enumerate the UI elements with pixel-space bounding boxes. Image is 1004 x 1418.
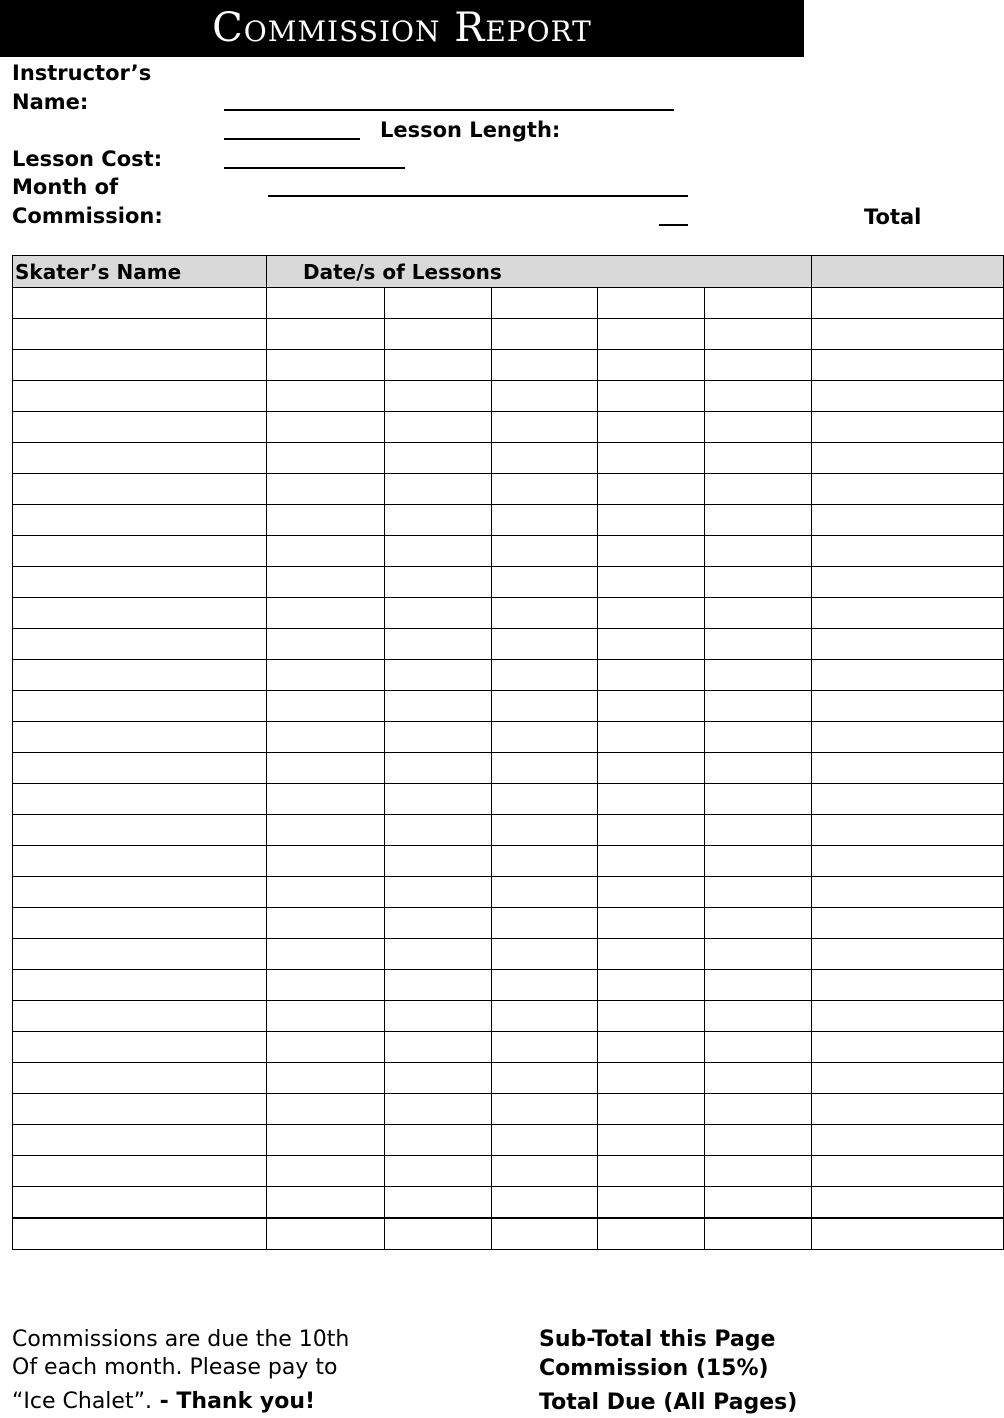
lesson-date-cell[interactable] bbox=[598, 412, 705, 443]
row-total-cell[interactable] bbox=[812, 505, 1004, 536]
lesson-date-cell[interactable] bbox=[385, 598, 492, 629]
lesson-date-cell[interactable] bbox=[267, 1001, 385, 1032]
lesson-date-cell[interactable] bbox=[705, 1218, 812, 1250]
row-total-cell[interactable] bbox=[812, 350, 1004, 381]
lesson-date-cell[interactable] bbox=[705, 846, 812, 877]
table-row bbox=[13, 536, 1004, 567]
lesson-date-cell[interactable] bbox=[705, 1187, 812, 1219]
row-total-cell[interactable] bbox=[812, 288, 1004, 319]
lesson-date-cell[interactable] bbox=[385, 753, 492, 784]
skater-name-cell[interactable] bbox=[13, 815, 267, 846]
lesson-date-cell[interactable] bbox=[492, 846, 598, 877]
lesson-date-cell[interactable] bbox=[598, 536, 705, 567]
lesson-date-cell[interactable] bbox=[267, 908, 385, 939]
table-row bbox=[13, 412, 1004, 443]
lesson-date-cell[interactable] bbox=[705, 1063, 812, 1094]
row-total-cell[interactable] bbox=[812, 753, 1004, 784]
lesson-date-cell[interactable] bbox=[267, 567, 385, 598]
table-row bbox=[13, 1218, 1004, 1250]
lesson-date-cell[interactable] bbox=[267, 288, 385, 319]
lesson-date-cell[interactable] bbox=[385, 1156, 492, 1187]
month-of-commission-field[interactable] bbox=[268, 195, 688, 197]
row-total-cell[interactable] bbox=[812, 567, 1004, 598]
month-label-line2: Commission: bbox=[12, 204, 163, 228]
lesson-date-cell[interactable] bbox=[598, 877, 705, 908]
total-due-label: Total Due (All Pages) bbox=[539, 1390, 798, 1415]
lesson-date-cell[interactable] bbox=[385, 1125, 492, 1156]
skater-name-cell[interactable] bbox=[13, 846, 267, 877]
row-total-cell[interactable] bbox=[812, 1156, 1004, 1187]
lesson-date-cell[interactable] bbox=[492, 722, 598, 753]
instructor-label-line2: Name: bbox=[12, 90, 89, 114]
table-row bbox=[13, 1094, 1004, 1125]
lesson-date-cell[interactable] bbox=[385, 722, 492, 753]
lesson-date-cell[interactable] bbox=[492, 536, 598, 567]
table-row bbox=[13, 381, 1004, 412]
row-total-cell[interactable] bbox=[812, 319, 1004, 350]
lesson-date-cell[interactable] bbox=[598, 1125, 705, 1156]
row-total-cell[interactable] bbox=[812, 1032, 1004, 1063]
lesson-date-cell[interactable] bbox=[267, 815, 385, 846]
table-row bbox=[13, 846, 1004, 877]
skater-name-cell[interactable] bbox=[13, 1156, 267, 1187]
table-row bbox=[13, 815, 1004, 846]
lesson-date-cell[interactable] bbox=[267, 381, 385, 412]
lesson-date-cell[interactable] bbox=[598, 753, 705, 784]
commission-label: Commission (15%) bbox=[539, 1356, 769, 1381]
lesson-date-cell[interactable] bbox=[267, 505, 385, 536]
lesson-date-cell[interactable] bbox=[267, 629, 385, 660]
lesson-date-cell[interactable] bbox=[267, 412, 385, 443]
skater-name-cell[interactable] bbox=[13, 722, 267, 753]
lesson-date-cell[interactable] bbox=[598, 288, 705, 319]
lesson-date-cell[interactable] bbox=[598, 1001, 705, 1032]
lesson-date-cell[interactable] bbox=[598, 443, 705, 474]
skater-name-cell[interactable] bbox=[13, 319, 267, 350]
lesson-date-cell[interactable] bbox=[705, 1032, 812, 1063]
row-total-cell[interactable] bbox=[812, 939, 1004, 970]
lesson-date-cell[interactable] bbox=[598, 1156, 705, 1187]
lesson-date-cell[interactable] bbox=[492, 691, 598, 722]
lesson-date-cell[interactable] bbox=[598, 319, 705, 350]
row-total-cell[interactable] bbox=[812, 908, 1004, 939]
lesson-date-cell[interactable] bbox=[492, 970, 598, 1001]
lesson-date-cell[interactable] bbox=[492, 660, 598, 691]
table-row bbox=[13, 877, 1004, 908]
row-total-cell[interactable] bbox=[812, 1125, 1004, 1156]
lesson-date-cell[interactable] bbox=[492, 908, 598, 939]
skater-name-cell[interactable] bbox=[13, 908, 267, 939]
lesson-date-cell[interactable] bbox=[705, 505, 812, 536]
table-row bbox=[13, 1156, 1004, 1187]
lesson-date-cell[interactable] bbox=[385, 970, 492, 1001]
row-total-cell[interactable] bbox=[812, 660, 1004, 691]
footer-note-line3 bbox=[12, 1388, 315, 1416]
table-row bbox=[13, 908, 1004, 939]
lesson-date-cell[interactable] bbox=[267, 877, 385, 908]
lesson-date-cell[interactable] bbox=[705, 288, 812, 319]
row-total-cell[interactable] bbox=[812, 877, 1004, 908]
lesson-date-cell[interactable] bbox=[705, 598, 812, 629]
table-row bbox=[13, 350, 1004, 381]
lesson-date-cell[interactable] bbox=[705, 1094, 812, 1125]
lesson-date-cell[interactable] bbox=[705, 660, 812, 691]
lesson-date-cell[interactable] bbox=[267, 319, 385, 350]
total-header-cell bbox=[812, 256, 1004, 288]
skater-name-cell[interactable] bbox=[13, 784, 267, 815]
skater-name-header: Skater’s Name bbox=[13, 256, 267, 288]
lesson-date-cell[interactable] bbox=[385, 443, 492, 474]
lesson-date-cell[interactable] bbox=[705, 567, 812, 598]
lesson-date-cell[interactable] bbox=[385, 846, 492, 877]
total-label: Total bbox=[864, 205, 922, 229]
row-total-cell[interactable] bbox=[812, 474, 1004, 505]
row-total-cell[interactable] bbox=[812, 598, 1004, 629]
lesson-date-cell[interactable] bbox=[492, 629, 598, 660]
lesson-length-field[interactable] bbox=[224, 138, 360, 140]
lesson-date-cell[interactable] bbox=[267, 1094, 385, 1125]
skater-name-cell[interactable] bbox=[13, 1063, 267, 1094]
lesson-date-cell[interactable] bbox=[492, 753, 598, 784]
skater-name-cell[interactable] bbox=[13, 691, 267, 722]
lesson-date-cell[interactable] bbox=[598, 350, 705, 381]
skater-name-cell[interactable] bbox=[13, 536, 267, 567]
skater-name-cell[interactable] bbox=[13, 1125, 267, 1156]
skater-name-cell[interactable] bbox=[13, 567, 267, 598]
lesson-date-cell[interactable] bbox=[492, 1187, 598, 1219]
lesson-cost-field[interactable] bbox=[224, 167, 405, 169]
page-title: Commission Report bbox=[0, 0, 804, 57]
lesson-date-cell[interactable] bbox=[598, 970, 705, 1001]
lesson-date-cell[interactable] bbox=[492, 1001, 598, 1032]
lesson-date-cell[interactable] bbox=[385, 815, 492, 846]
row-total-cell[interactable] bbox=[812, 412, 1004, 443]
lesson-date-cell[interactable] bbox=[267, 1218, 385, 1250]
skater-name-cell[interactable] bbox=[13, 1094, 267, 1125]
lesson-date-cell[interactable] bbox=[267, 722, 385, 753]
lesson-date-cell[interactable] bbox=[267, 1156, 385, 1187]
table-row bbox=[13, 970, 1004, 1001]
skater-name-cell[interactable] bbox=[13, 288, 267, 319]
lesson-date-cell[interactable] bbox=[598, 722, 705, 753]
lesson-date-cell[interactable] bbox=[492, 1156, 598, 1187]
lesson-date-cell[interactable] bbox=[705, 753, 812, 784]
table-row bbox=[13, 660, 1004, 691]
skater-name-cell[interactable] bbox=[13, 1218, 267, 1250]
lesson-date-cell[interactable] bbox=[598, 1063, 705, 1094]
lesson-date-cell[interactable] bbox=[598, 505, 705, 536]
lesson-date-cell[interactable] bbox=[492, 350, 598, 381]
lesson-date-cell[interactable] bbox=[385, 908, 492, 939]
table-row bbox=[13, 629, 1004, 660]
lesson-date-cell[interactable] bbox=[705, 970, 812, 1001]
lesson-date-cell[interactable] bbox=[385, 691, 492, 722]
lesson-date-cell[interactable] bbox=[705, 877, 812, 908]
lesson-date-cell[interactable] bbox=[385, 288, 492, 319]
table-row bbox=[13, 443, 1004, 474]
table-row bbox=[13, 474, 1004, 505]
lesson-date-cell[interactable] bbox=[492, 381, 598, 412]
lesson-date-cell[interactable] bbox=[705, 939, 812, 970]
lesson-date-cell[interactable] bbox=[492, 784, 598, 815]
lesson-date-cell[interactable] bbox=[705, 1001, 812, 1032]
skater-name-cell[interactable] bbox=[13, 350, 267, 381]
lesson-date-cell[interactable] bbox=[598, 474, 705, 505]
skater-name-cell[interactable] bbox=[13, 598, 267, 629]
lesson-date-cell[interactable] bbox=[492, 877, 598, 908]
lesson-date-cell[interactable] bbox=[705, 815, 812, 846]
lesson-date-cell[interactable] bbox=[598, 908, 705, 939]
lesson-date-cell[interactable] bbox=[267, 536, 385, 567]
skater-name-cell[interactable] bbox=[13, 412, 267, 443]
lesson-date-cell[interactable] bbox=[385, 474, 492, 505]
table-row bbox=[13, 1063, 1004, 1094]
lesson-date-cell[interactable] bbox=[267, 1125, 385, 1156]
lesson-date-cell[interactable] bbox=[267, 784, 385, 815]
row-total-cell[interactable] bbox=[812, 1218, 1004, 1250]
row-total-cell[interactable] bbox=[812, 846, 1004, 877]
table-row bbox=[13, 1125, 1004, 1156]
lesson-date-cell[interactable] bbox=[598, 1218, 705, 1250]
lesson-date-cell[interactable] bbox=[598, 1032, 705, 1063]
row-total-cell[interactable] bbox=[812, 381, 1004, 412]
skater-name-cell[interactable] bbox=[13, 1001, 267, 1032]
lesson-date-cell[interactable] bbox=[385, 412, 492, 443]
table-row bbox=[13, 598, 1004, 629]
lesson-date-cell[interactable] bbox=[492, 412, 598, 443]
table-row bbox=[13, 691, 1004, 722]
month-label-line1: Month of bbox=[12, 175, 119, 199]
lesson-date-cell[interactable] bbox=[267, 846, 385, 877]
table-row bbox=[13, 939, 1004, 970]
lesson-date-cell[interactable] bbox=[385, 1063, 492, 1094]
lesson-date-cell[interactable] bbox=[705, 412, 812, 443]
row-total-cell[interactable] bbox=[812, 815, 1004, 846]
lesson-date-cell[interactable] bbox=[267, 1063, 385, 1094]
payee-name: “Ice Chalet”. bbox=[12, 1389, 152, 1414]
lesson-date-cell[interactable] bbox=[598, 629, 705, 660]
skater-name-cell[interactable] bbox=[13, 629, 267, 660]
lesson-date-cell[interactable] bbox=[705, 1156, 812, 1187]
lesson-cost-label: Lesson Cost: bbox=[12, 147, 163, 171]
lesson-date-cell[interactable] bbox=[267, 970, 385, 1001]
footer-note-line2: Of each month. Please pay to bbox=[12, 1355, 338, 1380]
lesson-date-cell[interactable] bbox=[267, 474, 385, 505]
lesson-date-cell[interactable] bbox=[385, 505, 492, 536]
lesson-date-cell[interactable] bbox=[385, 1032, 492, 1063]
skater-name-cell[interactable] bbox=[13, 1187, 267, 1219]
month-of-commission-field-end[interactable] bbox=[659, 224, 688, 226]
lesson-date-cell[interactable] bbox=[705, 381, 812, 412]
lesson-date-cell[interactable] bbox=[598, 939, 705, 970]
lesson-date-cell[interactable] bbox=[705, 629, 812, 660]
lesson-date-cell[interactable] bbox=[598, 1187, 705, 1219]
lesson-date-cell[interactable] bbox=[705, 350, 812, 381]
instructor-label-line1: Instructor’s bbox=[12, 61, 152, 85]
lesson-date-cell[interactable] bbox=[385, 319, 492, 350]
lesson-date-cell[interactable] bbox=[705, 722, 812, 753]
row-total-cell[interactable] bbox=[812, 443, 1004, 474]
lesson-date-cell[interactable] bbox=[385, 567, 492, 598]
row-total-cell[interactable] bbox=[812, 784, 1004, 815]
lesson-date-cell[interactable] bbox=[267, 660, 385, 691]
lesson-date-cell[interactable] bbox=[705, 784, 812, 815]
lesson-date-cell[interactable] bbox=[385, 784, 492, 815]
lesson-date-cell[interactable] bbox=[267, 598, 385, 629]
skater-name-cell[interactable] bbox=[13, 970, 267, 1001]
lesson-date-cell[interactable] bbox=[267, 939, 385, 970]
row-total-cell[interactable] bbox=[812, 629, 1004, 660]
row-total-cell[interactable] bbox=[812, 1187, 1004, 1219]
lesson-date-cell[interactable] bbox=[492, 815, 598, 846]
row-total-cell[interactable] bbox=[812, 722, 1004, 753]
lesson-date-cell[interactable] bbox=[492, 474, 598, 505]
row-total-cell[interactable] bbox=[812, 1094, 1004, 1125]
table-row bbox=[13, 505, 1004, 536]
lesson-date-cell[interactable] bbox=[492, 1032, 598, 1063]
skater-name-cell[interactable] bbox=[13, 474, 267, 505]
lesson-date-cell[interactable] bbox=[598, 784, 705, 815]
lesson-date-cell[interactable] bbox=[705, 691, 812, 722]
lesson-date-cell[interactable] bbox=[492, 319, 598, 350]
lesson-date-cell[interactable] bbox=[492, 598, 598, 629]
skater-name-cell[interactable] bbox=[13, 660, 267, 691]
skater-name-cell[interactable] bbox=[13, 381, 267, 412]
lesson-date-cell[interactable] bbox=[385, 1187, 492, 1219]
skater-name-cell[interactable] bbox=[13, 877, 267, 908]
thank-you: - Thank you! bbox=[151, 1389, 316, 1414]
lesson-date-cell[interactable] bbox=[705, 536, 812, 567]
table-row bbox=[13, 319, 1004, 350]
table-row bbox=[13, 1001, 1004, 1032]
lesson-date-cell[interactable] bbox=[492, 939, 598, 970]
lesson-date-cell[interactable] bbox=[385, 350, 492, 381]
lesson-date-cell[interactable] bbox=[385, 660, 492, 691]
subtotal-label: Sub-Total this Page bbox=[539, 1327, 776, 1352]
instructor-name-field[interactable] bbox=[224, 109, 674, 111]
lesson-date-cell[interactable] bbox=[492, 443, 598, 474]
row-total-cell[interactable] bbox=[812, 1001, 1004, 1032]
lesson-date-cell[interactable] bbox=[705, 908, 812, 939]
lesson-date-cell[interactable] bbox=[598, 815, 705, 846]
row-total-cell[interactable] bbox=[812, 536, 1004, 567]
skater-name-cell[interactable] bbox=[13, 443, 267, 474]
table-row bbox=[13, 288, 1004, 319]
lesson-date-cell[interactable] bbox=[598, 846, 705, 877]
lesson-date-cell[interactable] bbox=[598, 598, 705, 629]
lesson-date-cell[interactable] bbox=[598, 660, 705, 691]
lesson-date-cell[interactable] bbox=[598, 1094, 705, 1125]
lesson-date-cell[interactable] bbox=[492, 1218, 598, 1250]
lesson-date-cell[interactable] bbox=[705, 319, 812, 350]
table-row bbox=[13, 1187, 1004, 1219]
lesson-date-cell[interactable] bbox=[385, 536, 492, 567]
lesson-date-cell[interactable] bbox=[492, 505, 598, 536]
lesson-dates-header: Date/s of Lessons bbox=[267, 256, 812, 288]
lesson-date-cell[interactable] bbox=[385, 1001, 492, 1032]
lesson-date-cell[interactable] bbox=[267, 1187, 385, 1219]
skater-name-cell[interactable] bbox=[13, 939, 267, 970]
row-total-cell[interactable] bbox=[812, 691, 1004, 722]
skater-name-cell[interactable] bbox=[13, 753, 267, 784]
lesson-date-cell[interactable] bbox=[705, 443, 812, 474]
table-header-row bbox=[13, 256, 1004, 288]
lesson-date-cell[interactable] bbox=[705, 474, 812, 505]
lesson-date-cell[interactable] bbox=[598, 691, 705, 722]
lesson-date-cell[interactable] bbox=[492, 1094, 598, 1125]
lesson-date-cell[interactable] bbox=[267, 753, 385, 784]
row-total-cell[interactable] bbox=[812, 970, 1004, 1001]
table-row bbox=[13, 753, 1004, 784]
footer-note-line1: Commissions are due the 10th bbox=[12, 1327, 350, 1352]
row-total-cell[interactable] bbox=[812, 1063, 1004, 1094]
lesson-date-cell[interactable] bbox=[598, 567, 705, 598]
lesson-date-cell[interactable] bbox=[385, 629, 492, 660]
lesson-date-cell[interactable] bbox=[492, 567, 598, 598]
lesson-date-cell[interactable] bbox=[385, 1094, 492, 1125]
skater-name-cell[interactable] bbox=[13, 505, 267, 536]
lesson-date-cell[interactable] bbox=[385, 877, 492, 908]
lesson-date-cell[interactable] bbox=[705, 1125, 812, 1156]
lesson-date-cell[interactable] bbox=[267, 350, 385, 381]
lesson-date-cell[interactable] bbox=[385, 1218, 492, 1250]
lesson-date-cell[interactable] bbox=[598, 381, 705, 412]
lesson-date-cell[interactable] bbox=[385, 381, 492, 412]
lesson-date-cell[interactable] bbox=[267, 443, 385, 474]
lesson-date-cell[interactable] bbox=[267, 691, 385, 722]
lesson-date-cell[interactable] bbox=[492, 1063, 598, 1094]
lesson-date-cell[interactable] bbox=[492, 288, 598, 319]
table-row bbox=[13, 567, 1004, 598]
lesson-date-cell[interactable] bbox=[385, 939, 492, 970]
lessons-table bbox=[12, 255, 1004, 1250]
lesson-date-cell[interactable] bbox=[267, 1032, 385, 1063]
lesson-length-label: Lesson Length: bbox=[380, 118, 561, 142]
table-row bbox=[13, 784, 1004, 815]
table-row bbox=[13, 722, 1004, 753]
table-row bbox=[13, 1032, 1004, 1063]
lesson-date-cell[interactable] bbox=[492, 1125, 598, 1156]
skater-name-cell[interactable] bbox=[13, 1032, 267, 1063]
